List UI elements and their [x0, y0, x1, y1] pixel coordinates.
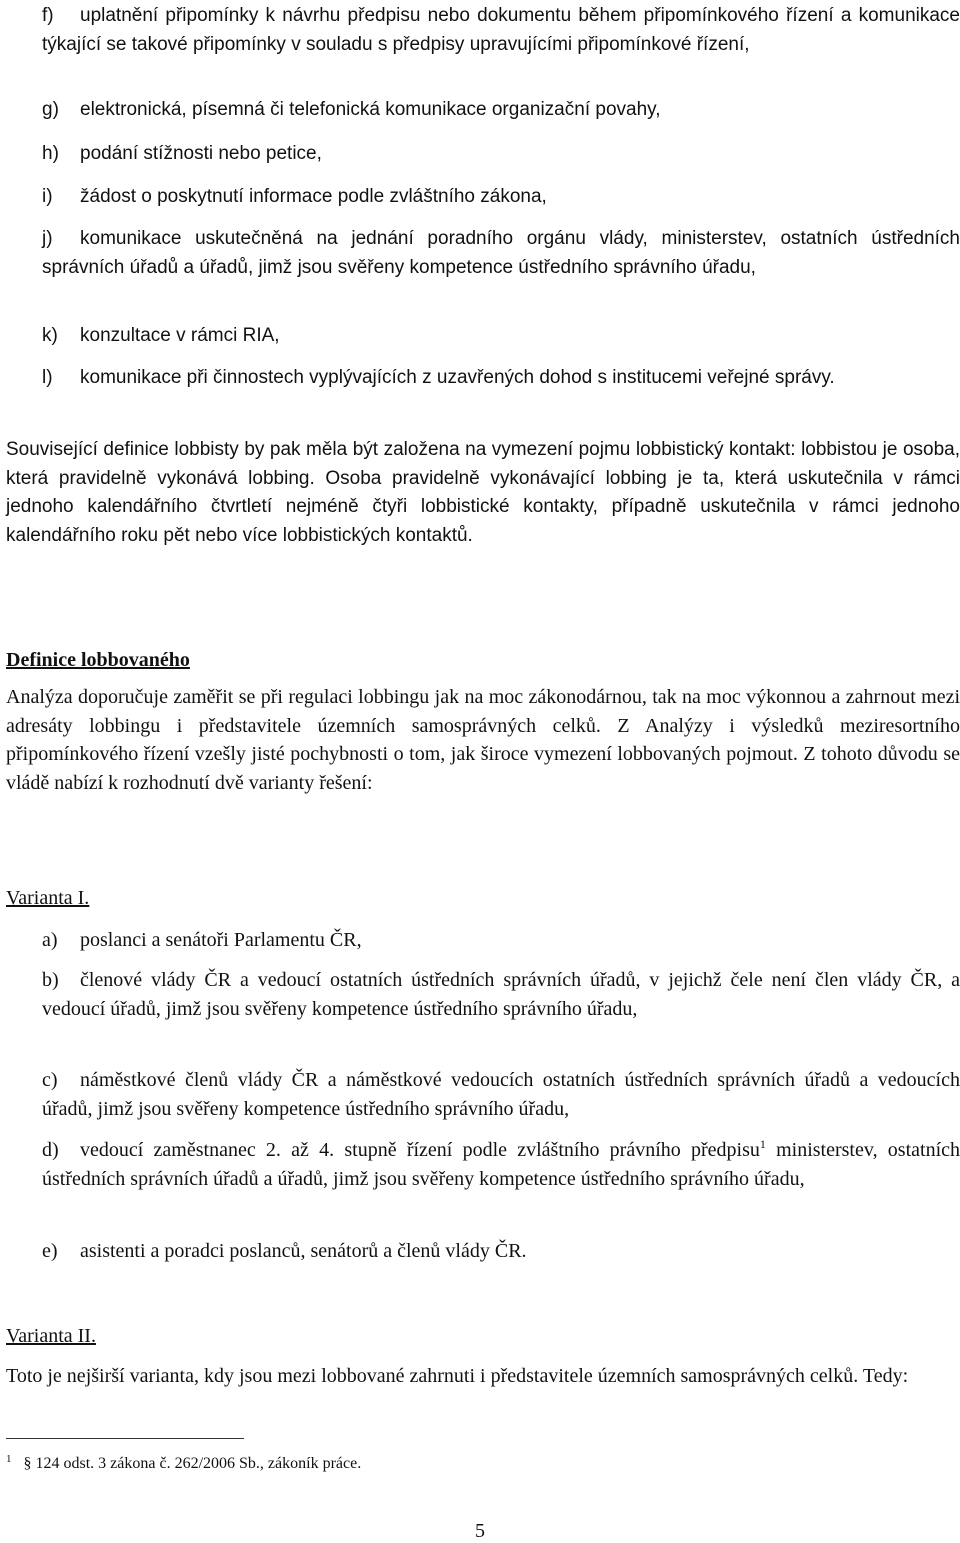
varianta-1-item-c: c) náměstkové členů vlády ČR a náměstkové vedoucích ostatních ústředních správních úřadů a vedoucích úřadů, jimž jsou svěřeny kompetence ústředního správního úřadu, — [42, 1069, 960, 1120]
footnote-divider — [6, 1438, 244, 1439]
varianta-1-item-b: b) členové vlády ČR a vedoucí ostatních ústředních správních úřadů, v jejichž čele není člen vlády ČR, a vedoucí úřadů, jimž jsou svěřeny kompetence ústředního správního úřadu, — [42, 969, 960, 1020]
list-item-f: f) uplatnění připomínky k návrhu předpisu nebo dokumentu během připomínkového řízení a komunikace týkající se takové připomínky v souladu s předpisy upravujícími připomínkové řízení, — [42, 5, 960, 55]
varianta-2-title: Varianta II. — [6, 1325, 96, 1347]
paragraph-analyza: Analýza doporučuje zaměřit se při regulaci lobbingu jak na moc zákonodárnou, tak na moc výkonnou a zahrnout mezi adresáty lobbingu i představitele územních samosprávných celků. Z Analýzy i výsledků meziresortního připomínkového řízení vzešly jisté pochybnosti o tom, jak široce vymezení lobbovaných pojmout. Z tohoto důvodu se vládě nabízí k rozhodnutí dvě varianty řešení: — [6, 686, 960, 794]
list-item-k: k) konzultace v rámci RIA, — [42, 325, 280, 346]
varianta-1-item-e: e) asistenti a poradci poslanců, senátorů a členů vlády ČR. — [42, 1240, 527, 1262]
footnote-mark: 1 — [6, 1453, 12, 1465]
varianta-1-item-d: d) vedoucí zaměstnanec 2. až 4. stupně řízení podle zvláštního právního předpisu$^1$ ministerstev, ostatních ústředních správních úřadů a úřadů, jimž jsou svěřeny kompetence ústředního správního úřadu, — [42, 1137, 960, 1190]
footnote: $^1$ § 124 odst. 3 zákona č. 262/2006 Sb., zákoník práce. — [6, 1453, 362, 1472]
list-item-g: g) elektronická, písemná či telefonická komunikace organizační povahy, — [42, 99, 661, 120]
list-item-l: l) komunikace při činnostech vyplývajících z uzavřených dohod s institucemi veřejné správy. — [42, 367, 835, 388]
varianta-1-title: Varianta I. — [6, 887, 90, 909]
list-item-h: h) podání stížnosti nebo petice, — [42, 143, 322, 164]
paragraph-souvisejici: Související definice lobbisty by pak měla být založena na vymezení pojmu lobbistický kontakt: lobbistou je osoba, která pravidelně vykonává lobbing. Osoba pravidelně vykonávající lobbing je ta, která uskutečnila v rámci jednoho kalendářního čtvrtletí nejméně čtyři lobbistické kontakty, případně uskutečnila v rámci jednoho kalendářního roku pět nebo více lobbistických kontaktů. — [6, 439, 960, 546]
list-item-i: i) žádost o poskytnutí informace podle zvláštního zákona, — [42, 186, 547, 207]
footnote-reference[interactable]: 1 — [759, 1137, 766, 1151]
varianta-1-item-a: a) poslanci a senátoři Parlamentu ČR, — [42, 929, 362, 951]
page-number: 5 — [475, 1520, 485, 1542]
paragraph-varianta-2: Toto je nejširší varianta, kdy jsou mezi lobbované zahrnuti i představitele územních samosprávných celků. Tedy: — [6, 1365, 909, 1387]
list-item-j: j) komunikace uskutečněná na jednání poradního orgánu vlády, ministerstev, ostatních ústředních správních úřadů a úřadů, jimž jsou svěřeny kompetence ústředního správního úřadu, — [42, 228, 960, 278]
section-heading: Definice lobbovaného — [6, 649, 190, 671]
